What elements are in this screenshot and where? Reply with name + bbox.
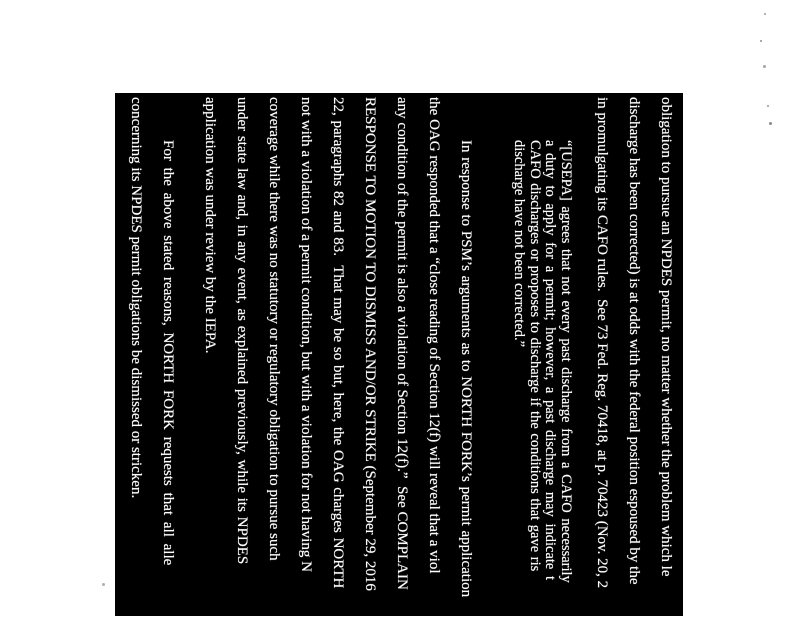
document-line: For the above stated reasons, NORTH FORK requests that all alle (160, 140, 176, 566)
document-line: obligation to pursue an NPDES permit, no matter whether the problem which le (658, 97, 674, 577)
scan-speck (763, 65, 766, 68)
scan-speck (102, 583, 105, 586)
document-line: coverage while there was no statutory or regulatory obligation to pursue such (266, 97, 282, 561)
scan-speck (760, 40, 762, 42)
document-line: 22, paragraphs 82 and 83. That may be so but, here, the OAG charges NORTH (330, 97, 346, 589)
document-line: application was under review by the IEPA. (202, 97, 218, 354)
document-line: RESPONSE TO MOTION TO DISMISS AND/OR STRIKE (September 29, 2016 (362, 97, 378, 591)
paragraph-closing (120, 93, 184, 616)
quote-line: discharge have not been corrected.” (511, 140, 528, 348)
document-line: concerning its NPDES permit obligations be dismissed or stricken. (128, 97, 144, 499)
document-line: discharge has been corrected) is at odds with the federal position espoused by the (626, 97, 642, 585)
document-line: not with a violation of a permit condition, but with a violation for not having N (298, 97, 314, 572)
document-line: in promulgating its CAFO rules. See 73 Fed. Reg. 70418, at p. 70423 (Nov. 20, 2 (594, 97, 610, 589)
document-line: the OAG responded that a “close reading of Section 12(f) will reveal that a viol (426, 97, 442, 574)
block-quote (511, 93, 573, 616)
scan-speck (764, 13, 766, 15)
page-content (115, 93, 683, 616)
document-line: under state law and, in any event, as explained previously, while its NPDES (234, 97, 250, 565)
scan-speck (769, 122, 772, 125)
document-line: any condition of the permit is also a violation of Section 12(f).” See COMPLAIN (394, 97, 410, 590)
document-line: In response to PSM’s arguments as to NORTH FORK’s permit application (458, 140, 474, 598)
scanned-page (115, 93, 683, 616)
quote-line: a duty to apply for a permit; however, a past discharge may indicate t (542, 140, 559, 580)
paragraph-response (194, 93, 482, 616)
quote-line: “[USEPA] agrees that not every past discharge from a CAFO necessarily (558, 140, 574, 583)
scan-speck (767, 105, 769, 107)
quote-line: CAFO discharges or proposes to discharge if the conditions that gave ris (527, 140, 543, 572)
paragraph-continuation (586, 93, 682, 616)
